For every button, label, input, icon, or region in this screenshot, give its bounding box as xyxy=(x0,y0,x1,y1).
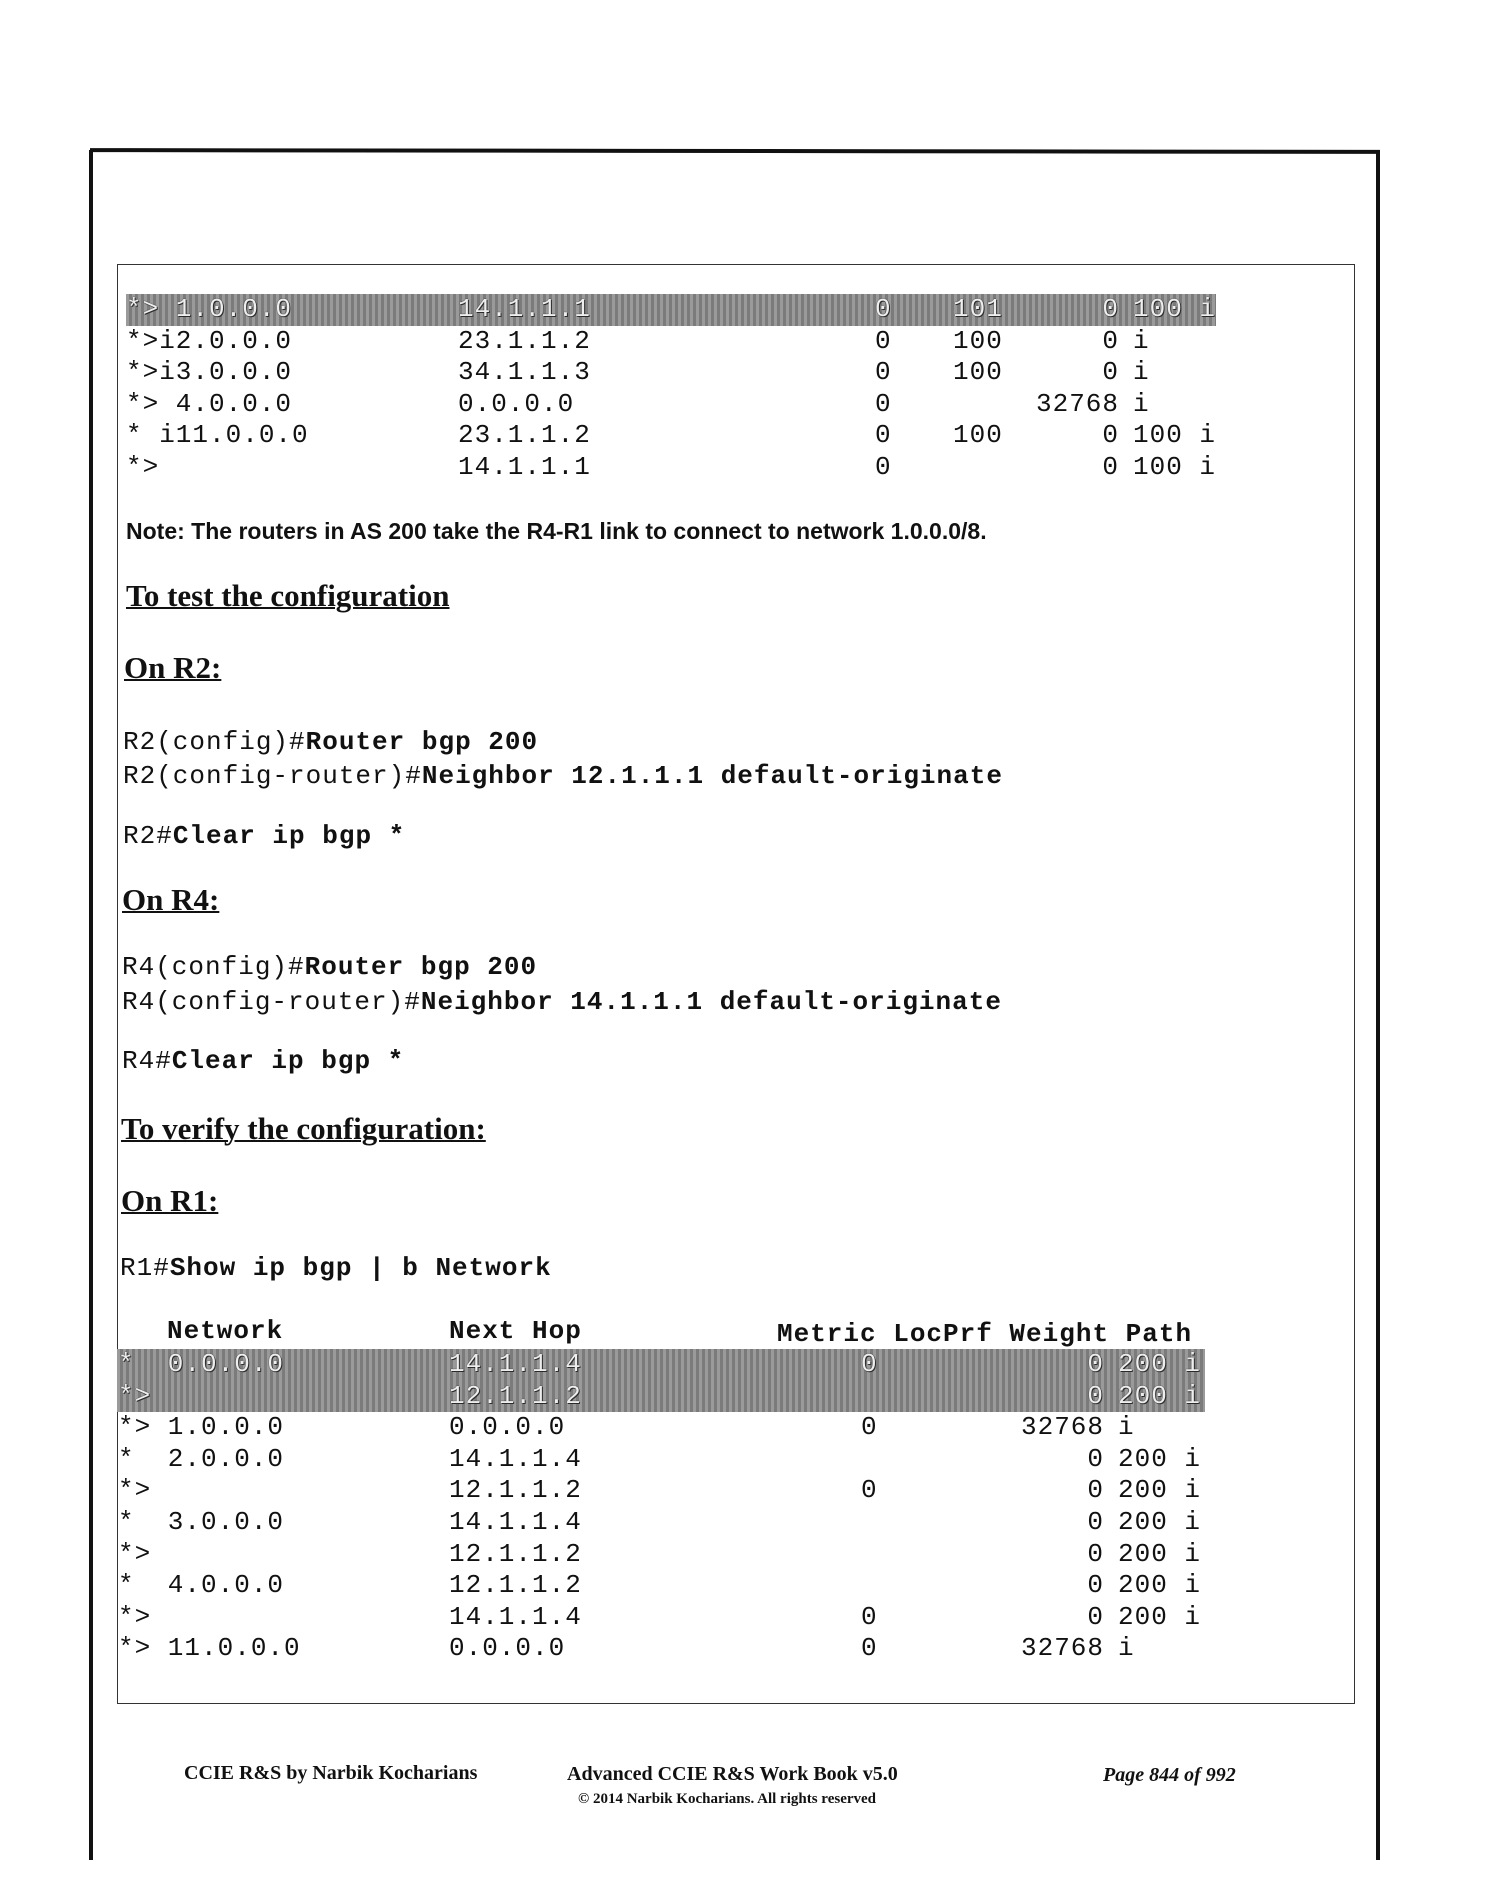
cell-next-hop: 14.1.1.1 xyxy=(458,451,591,482)
cell-path: 200 i xyxy=(1118,1570,1202,1601)
cell-network: *> xyxy=(118,1538,152,1569)
cell-weight: 0 xyxy=(1102,451,1119,482)
cell-weight: 0 xyxy=(1087,1507,1104,1537)
cell-weight: 0 xyxy=(1087,1475,1104,1506)
prompt: R1# xyxy=(120,1253,170,1283)
r2-cmd-3 xyxy=(123,821,405,851)
cell-metric: 0 xyxy=(875,294,892,324)
cell-path: 200 i xyxy=(1118,1601,1202,1632)
cell-path: 200 i xyxy=(1118,1507,1202,1537)
cell-path: 200 i xyxy=(1118,1475,1202,1506)
page-frame-left xyxy=(89,150,93,1860)
cell-weight: 0 xyxy=(1087,1570,1104,1601)
cell-path: i xyxy=(1133,325,1150,356)
cell-weight: 0 xyxy=(1087,1443,1104,1474)
cell-next-hop: 14.1.1.4 xyxy=(449,1349,582,1379)
cell-network: *> xyxy=(118,1475,152,1506)
r4-cmd-1 xyxy=(122,952,537,982)
cell-weight: 0 xyxy=(1087,1538,1104,1569)
cell-metric: 0 xyxy=(875,325,892,356)
cell-metric: 0 xyxy=(875,420,892,450)
cell-network: * i11.0.0.0 xyxy=(126,420,309,450)
cell-metric: 0 xyxy=(861,1475,878,1506)
cell-weight: 0 xyxy=(1102,420,1119,450)
cell-next-hop: 23.1.1.2 xyxy=(458,325,591,356)
cell-weight: 0 xyxy=(1087,1601,1104,1632)
cell-path: i xyxy=(1133,357,1150,387)
cell-metric: 0 xyxy=(861,1412,878,1443)
r2-cmd-1 xyxy=(123,727,538,757)
highlight-band xyxy=(117,1381,1205,1413)
r4-cmd-3 xyxy=(122,1046,404,1076)
cell-network: *> 1.0.0.0 xyxy=(126,294,293,324)
command: Show ip bgp | b Network xyxy=(169,1253,552,1283)
header-metric-locprf-weight-path: Metric LocPrf Weight Path xyxy=(777,1319,1193,1349)
cell-metric: 0 xyxy=(875,451,892,482)
cell-path: 100 i xyxy=(1133,420,1217,450)
prompt: R2(config-router)# xyxy=(123,761,422,791)
cell-weight: 32768 xyxy=(1035,388,1119,419)
cell-weight: 0 xyxy=(1102,357,1119,387)
cell-next-hop: 23.1.1.2 xyxy=(458,420,591,450)
cell-path: i xyxy=(1133,388,1150,419)
header-next-hop: Next Hop xyxy=(449,1316,582,1346)
cell-network: *> 11.0.0.0 xyxy=(118,1633,301,1664)
cell-weight: 0 xyxy=(1102,325,1119,356)
cell-network: * 3.0.0.0 xyxy=(118,1507,285,1537)
cell-weight: 0 xyxy=(1087,1349,1104,1379)
cell-metric: 0 xyxy=(875,357,892,387)
cell-network: * 4.0.0.0 xyxy=(118,1570,285,1601)
r2-cmd-2 xyxy=(123,761,1003,791)
cell-network: *>i3.0.0.0 xyxy=(126,357,293,387)
footer-page-number: Page 844 of 992 xyxy=(1103,1764,1236,1786)
cell-next-hop: 0.0.0.0 xyxy=(449,1633,566,1664)
prompt: R4# xyxy=(122,1046,172,1076)
heading-verify: To verify the configuration: xyxy=(121,1111,486,1146)
cell-path: 200 i xyxy=(1118,1443,1202,1474)
prompt: R4(config)# xyxy=(122,952,305,982)
command: Clear ip bgp * xyxy=(171,1046,405,1076)
cell-weight: 32768 xyxy=(1020,1633,1104,1664)
cell-next-hop: 34.1.1.3 xyxy=(458,357,591,387)
r1-cmd xyxy=(120,1253,552,1283)
cell-metric: 0 xyxy=(861,1349,878,1379)
cell-next-hop: 14.1.1.4 xyxy=(449,1443,582,1474)
command: Clear ip bgp * xyxy=(172,821,406,851)
prompt: R2# xyxy=(123,821,173,851)
cell-path: i xyxy=(1118,1633,1135,1664)
cell-next-hop: 0.0.0.0 xyxy=(449,1412,566,1443)
heading-test: To test the configuration xyxy=(126,578,450,613)
footer-author: CCIE R&S by Narbik Kocharians xyxy=(184,1762,478,1784)
cell-next-hop: 12.1.1.2 xyxy=(449,1570,582,1601)
cell-path: 200 i xyxy=(1118,1538,1202,1569)
cell-network: *> xyxy=(118,1380,152,1411)
footer-copyright: © 2014 Narbik Kocharians. All rights reserved xyxy=(578,1791,877,1807)
cell-locprf: 100 xyxy=(953,357,1003,387)
cell-network: *>i2.0.0.0 xyxy=(126,325,293,356)
cell-next-hop: 12.1.1.2 xyxy=(449,1380,582,1411)
cell-weight: 0 xyxy=(1102,294,1119,324)
cell-path: 100 i xyxy=(1133,294,1217,324)
cell-next-hop: 12.1.1.2 xyxy=(449,1538,582,1569)
cell-weight: 32768 xyxy=(1020,1412,1104,1443)
cell-path: i xyxy=(1118,1412,1135,1443)
prompt: R4(config-router)# xyxy=(122,987,421,1017)
note-text: Note: The routers in AS 200 take the R4-R1 link to connect to network 1.0.0.0/8. xyxy=(126,518,987,544)
cell-metric: 0 xyxy=(875,388,892,419)
cell-path: 100 i xyxy=(1133,451,1217,482)
page-frame-right xyxy=(1376,152,1380,1860)
cell-locprf: 100 xyxy=(953,325,1003,356)
cell-locprf: 101 xyxy=(953,294,1003,324)
heading-on-r2: On R2: xyxy=(124,650,222,685)
cell-next-hop: 12.1.1.2 xyxy=(449,1475,582,1506)
command: Neighbor 12.1.1.1 default-originate xyxy=(421,761,1003,791)
cell-next-hop: 14.1.1.4 xyxy=(449,1601,582,1632)
header-network: Network xyxy=(167,1316,284,1346)
cell-network: *> 1.0.0.0 xyxy=(118,1412,285,1443)
heading-on-r1: On R1: xyxy=(121,1183,219,1218)
prompt: R2(config)# xyxy=(123,727,306,757)
cell-network: *> xyxy=(126,451,160,482)
heading-on-r4: On R4: xyxy=(122,882,220,917)
cell-metric: 0 xyxy=(861,1601,878,1632)
cell-path: 200 i xyxy=(1118,1380,1202,1411)
cell-next-hop: 14.1.1.4 xyxy=(449,1507,582,1537)
cell-weight: 0 xyxy=(1087,1380,1104,1411)
r4-cmd-2 xyxy=(122,987,1002,1017)
cell-next-hop: 14.1.1.1 xyxy=(458,294,591,324)
cell-network: * 2.0.0.0 xyxy=(118,1443,285,1474)
command: Neighbor 14.1.1.1 default-originate xyxy=(420,987,1002,1017)
page-frame-top xyxy=(90,148,1380,154)
footer-book: Advanced CCIE R&S Work Book v5.0 xyxy=(567,1763,898,1785)
cell-network: *> xyxy=(118,1601,152,1632)
cell-next-hop: 0.0.0.0 xyxy=(458,388,575,419)
cell-network: * 0.0.0.0 xyxy=(118,1349,285,1379)
cell-path: 200 i xyxy=(1118,1349,1202,1379)
command: Router bgp 200 xyxy=(305,727,539,757)
cell-network: *> 4.0.0.0 xyxy=(126,388,293,419)
cell-metric: 0 xyxy=(861,1633,878,1664)
cell-locprf: 100 xyxy=(953,420,1003,450)
command: Router bgp 200 xyxy=(304,952,538,982)
